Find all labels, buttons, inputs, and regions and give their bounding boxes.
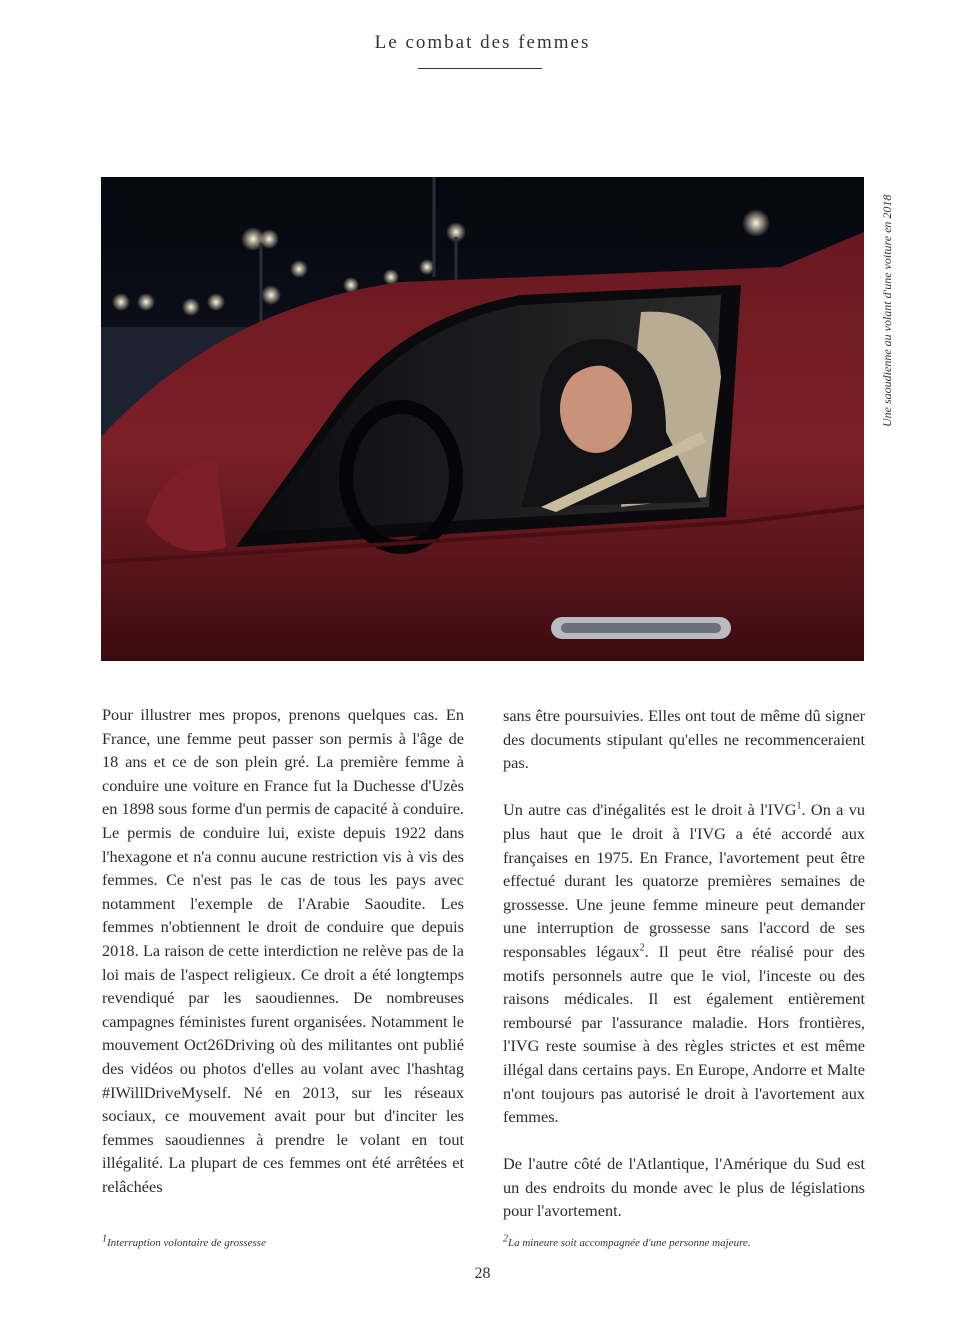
- header-divider: [418, 68, 542, 69]
- photo-woman-driving: [101, 177, 864, 661]
- footnote-ref: 1: [796, 800, 802, 812]
- footnote-ref: 2: [639, 942, 645, 954]
- paragraph: Pour illustrer mes propos, prenons quelques cas. En France, une femme peut passer son permis à l'âge de 18 ans et ce de son plein gré. La première femme à conduire une voiture en France fut la Duchesse d'Uzès en 1898 sous forme d'un permis de capacité à conduire. Le permis de conduire lui, existe depuis 1922 dans l'hexagone et n'a connu aucune restriction vis à vis des femmes. Ce n'est pas le cas de tous les pays avec notamment l'exemple de l'Arabie Saoudite. Les femmes n'obtiennent le droit de conduire que depuis 2018. La raison de cette interdiction ne relève pas de la loi mais de l'aspect religieux. Ce droit a été longtemps revendiqué par les saoudiennes. De nombreuses campagnes féministes furent organisées. Notamment le mouvement Oct26Driving où des militantes ont publié des vidéos ou photos d'elles au volant avec l'hashtag #IWillDriveMyself. Né en 2013, sur les réseaux sociaux, ce mouvement avait pour but d'inciter les femmes saoudiennes à prendre le volant en tout illégalité. La plupart de ces femmes ont été arrêtées et relâchées: [102, 705, 464, 1196]
- right-column: [503, 704, 865, 1223]
- running-header: Le combat des femmes: [374, 32, 591, 53]
- photo-caption: Une saoudienne au volant d'une voiture en 2018: [880, 194, 894, 427]
- left-column: [102, 703, 464, 1198]
- paragraph: De l'autre côté de l'Atlantique, l'Amérique du Sud est un des endroits du monde avec le plus de législations pour l'avortement.: [503, 1154, 865, 1221]
- footnote-2: $^2$La mineure soit accompagnée d'une personne majeure.: [503, 1233, 751, 1249]
- paragraph: Un autre cas d'inégalités est le droit à l'IVG$^1$. On a vu plus haut que le droit à l'IVG a été accordé aux françaises en 1975. En France, l'avortement peut être effectué durant les quatorze premières semaines de grossesse. Une jeune femme mineure peut demander une interruption de grossesse sans l'accord de ses responsables légaux$^2$. Il peut être réalisé pour des motifs personnels autre que le viol, l'inceste ou des raisons médicales. Il est également entièrement remboursé par l'assurance maladie. Hors frontières, l'IVG reste soumise à des règles strictes et est même illégal dans certains pays. En Europe, Andorre et Malte n'ont toujours pas autorisé le droit à l'avortement aux femmes.: [503, 800, 865, 1127]
- page-number: 28: [474, 1265, 491, 1282]
- footnote-1: $^1$Interruption volontaire de grossesse: [102, 1233, 266, 1249]
- paragraph: sans être poursuivies. Elles ont tout de même dû signer des documents stipulant qu'elles ne recommenceraient pas.: [503, 706, 865, 773]
